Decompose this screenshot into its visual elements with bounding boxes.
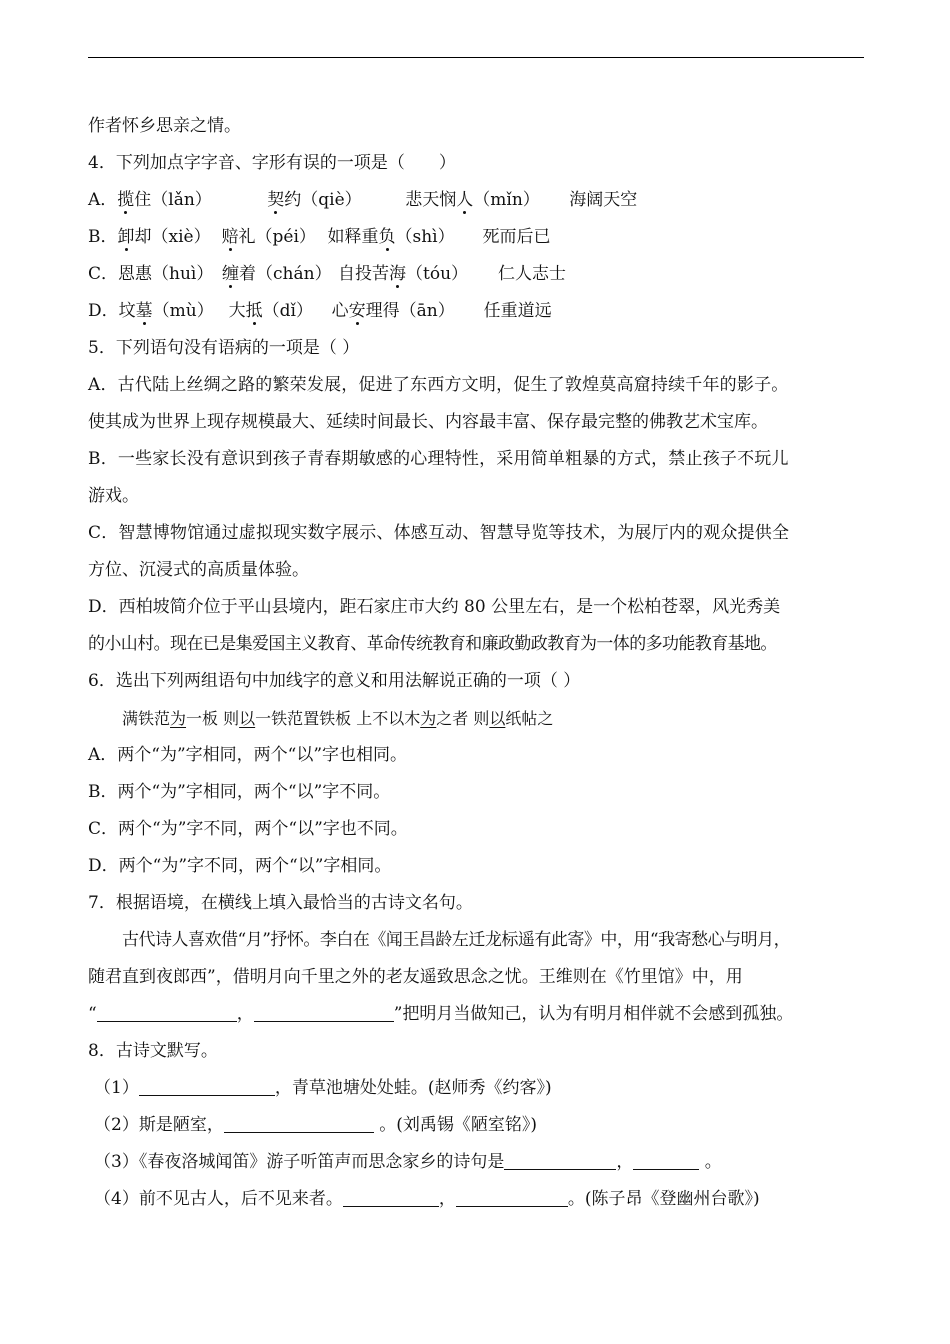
q6-option-c: C．两个“为”字不同，两个“以”字也不同。 [88,819,408,839]
q6-option-b: B．两个“为”字相同，两个“以”字不同。 [88,782,391,802]
q6-option-d: D．两个“为”字不同，两个“以”字相同。 [88,856,392,876]
carryover-text: 作者怀乡思亲之情。 [88,116,241,136]
q8-blank-3[interactable] [504,1151,616,1170]
q4-option-d: D．坟墓（mù） 大抵（dǐ） 心安理得（ān） 任重道远 [88,293,864,330]
q8-sub-2: （2）斯是陋室， 。(刘禹锡《陋室铭》) [94,1115,537,1135]
q8-blank-2[interactable] [224,1114,374,1133]
q7-passage-line2: 随君直到夜郎西”，借明月向千里之外的老友遥致思念之忧。王维则在《竹里馆》中，用 [88,967,743,987]
q6-option-a: A．两个“为”字相同，两个“以”字也相同。 [88,745,408,765]
q6-underlined-yi-1: 以 [239,709,256,728]
q4-option-b: B．卸却（xiè） 赔礼（péi） 如释重负（shì） 死而后已 [88,219,864,256]
q8-blank-1[interactable] [139,1077,275,1096]
q7-blank-1[interactable] [97,1003,237,1022]
q5-option-d-line2: 的小山村。现在已是集爱国主义教育、革命传统教育和廉政勤政教育为一体的多功能教育基地。 [88,634,777,654]
q5-option-a-line2: 使其成为世界上现存规模最大、延续时间最长、内容最丰富、保存最完整的佛教艺术宝库。 [88,412,768,432]
header-rule [88,57,864,58]
q5-stem: 5．下列语句没有语病的一项是（ ） [88,338,360,358]
q6-passage: 满铁范为一板 则以一铁范置铁板 上不以木为之者 则以纸帖之 [122,709,554,728]
q7-stem: 7．根据语境，在横线上填入最恰当的古诗文名句。 [88,893,473,913]
q8-sub-3: （3）《春夜洛城闻笛》游子听笛声而思念家乡的诗句是 ， 。 [94,1152,722,1172]
q5-option-c-line2: 方位、沉浸式的高质量体验。 [88,560,309,580]
q6-stem: 6．选出下列两组语句中加线字的意义和用法解说正确的一项（ ） [88,671,581,691]
q8-blank-6[interactable] [456,1188,568,1207]
q5-option-b-line1: B．一些家长没有意识到孩子青春期敏感的心理特性，采用简单粗暴的方式，禁止孩子不玩儿 [88,449,789,469]
q8-blank-4[interactable] [633,1151,699,1170]
q4-option-a: A．揽住（lǎn） 契约（qiè） 悲天悯人（mǐn） 海阔天空 [88,182,864,219]
q8-sub-4: （4）前不见古人，后不见来者。 ， 。(陈子昂《登幽州台歌》) [94,1189,760,1209]
q5-option-b-line2: 游戏。 [88,486,139,506]
q8-sub-1: （1） ，青草池塘处处蛙。(赵师秀《约客》) [94,1078,552,1098]
q8-stem: 8．古诗文默写。 [88,1041,218,1061]
q5-option-a-line1: A．古代陆上丝绸之路的繁荣发展，促进了东西方文明，促生了敦煌莫高窟持续千年的影子。 [88,375,789,395]
q4-stem: 4．下列加点字字音、字形有误的一项是（ ） [88,153,456,173]
q7-passage-line3: “ ， ”把明月当做知己，认为有明月相伴就不会感到孤独。 [88,1004,794,1024]
q8-blank-5[interactable] [343,1188,439,1207]
q6-underlined-wei-2: 为 [420,709,437,728]
q4-option-c: C．恩惠（huì） 缠着（chán） 自投苦海（tóu） 仁人志士 [88,256,864,293]
q7-passage-line1: 古代诗人喜欢借“月”抒怀。李白在《闻王昌龄左迁龙标遥有此寄》中，用“我寄愁心与明月， [122,930,791,950]
document-body [88,108,864,1218]
q6-underlined-yi-2: 以 [489,709,506,728]
q7-blank-2[interactable] [254,1003,394,1022]
q5-option-c-line1: C．智慧博物馆通过虚拟现实数字展示、体感互动、智慧导览等技术，为展厅内的观众提供全 [88,523,790,543]
q5-option-d-line1: D．西柏坡简介位于平山县境内，距石家庄市大约 80 公里左右，是一个松柏苍翠，风光秀美 [88,597,781,617]
q6-underlined-wei-1: 为 [170,709,187,728]
